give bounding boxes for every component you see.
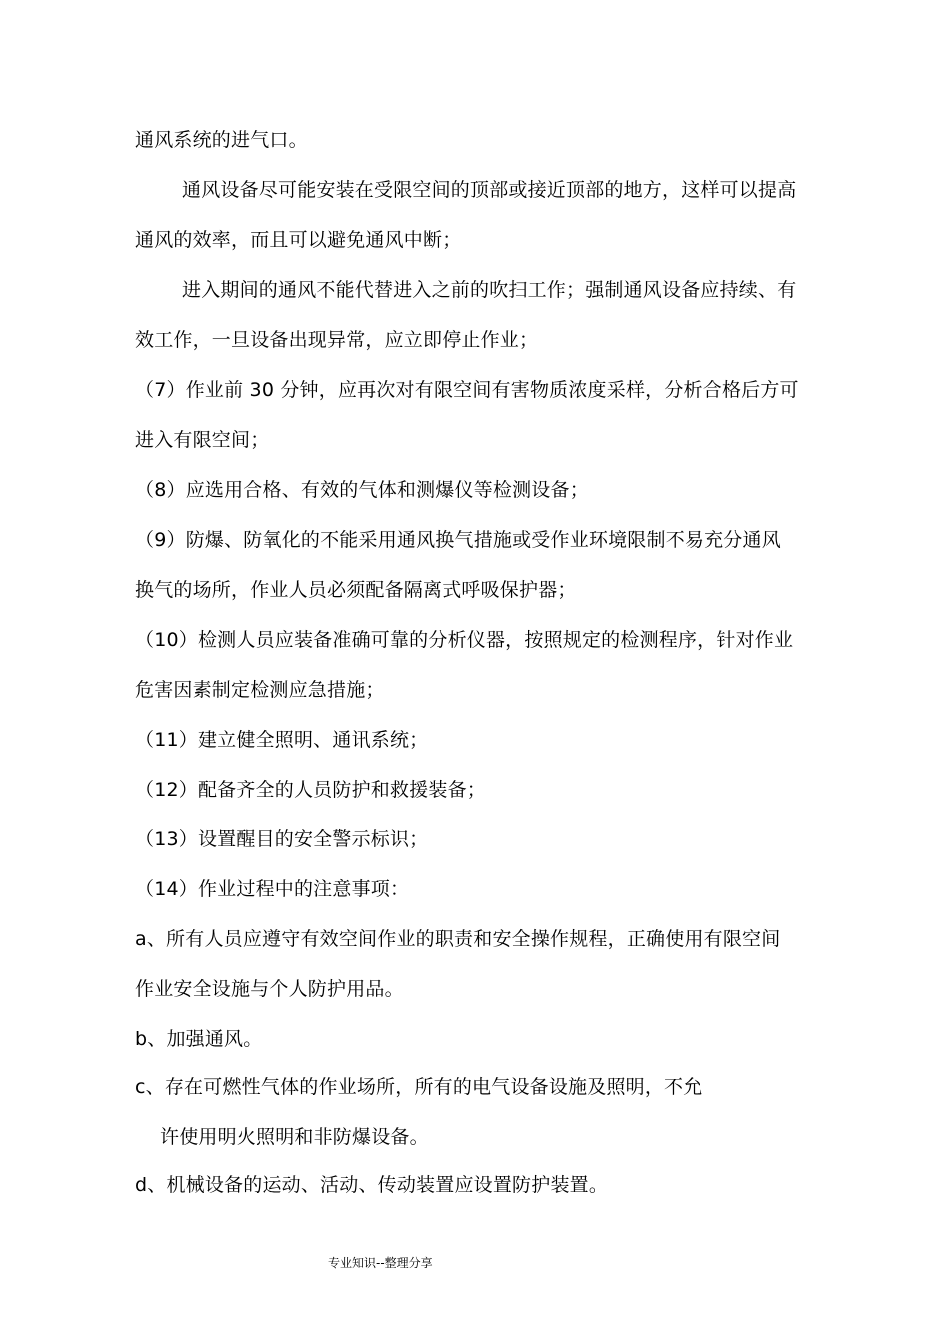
text-line: 效工作，一旦设备出现异常，应立即停止作业；	[135, 329, 539, 351]
text-line: 进入有限空间；	[135, 429, 270, 451]
text-line: （11）建立健全照明、通讯系统；	[135, 729, 429, 751]
text-line: （12）配备齐全的人员防护和救援装备；	[135, 779, 486, 801]
text-line: （14）作业过程中的注意事项：	[135, 878, 410, 900]
text-line: c、存在可燃性气体的作业场所，所有的电气设备设施及照明，不允	[135, 1076, 703, 1098]
text-line: 通风设备尽可能安装在受限空间的顶部或接近顶部的地方，这样可以提高	[182, 179, 797, 201]
text-line: 通风的效率，而且可以避免通风中断；	[135, 229, 462, 251]
text-line: a、所有人员应遵守有效空间作业的职责和安全操作规程，正确使用有限空间	[135, 928, 781, 950]
text-line: 换气的场所，作业人员必须配备隔离式呼吸保护器；	[135, 579, 577, 601]
text-line: 许使用明火照明和非防爆设备。	[160, 1126, 429, 1148]
text-line: 通风系统的进气口。	[135, 129, 308, 151]
text-line: 危害因素制定检测应急措施；	[135, 679, 385, 701]
text-line: （9）防爆、防氧化的不能采用通风换气措施或受作业环境限制不易充分通风	[135, 529, 781, 551]
page-footer: 专业知识--整理分享	[328, 1256, 433, 1270]
text-line: d、机械设备的运动、活动、传动装置应设置防护装置。	[135, 1174, 609, 1196]
text-line: 作业安全设施与个人防护用品。	[135, 978, 404, 1000]
text-line: （7）作业前 30 分钟，应再次对有限空间有害物质浓度采样，分析合格后方可	[135, 379, 799, 401]
text-line: 进入期间的通风不能代替进入之前的吹扫工作；强制通风设备应持续、有	[182, 279, 797, 301]
text-line: （10）检测人员应装备准确可靠的分析仪器，按照规定的检测程序，针对作业	[135, 629, 794, 651]
text-line: （13）设置醒目的安全警示标识；	[135, 828, 429, 850]
text-line: b、加强通风。	[135, 1028, 263, 1050]
text-line: （8）应选用合格、有效的气体和测爆仪等检测设备；	[135, 479, 589, 501]
